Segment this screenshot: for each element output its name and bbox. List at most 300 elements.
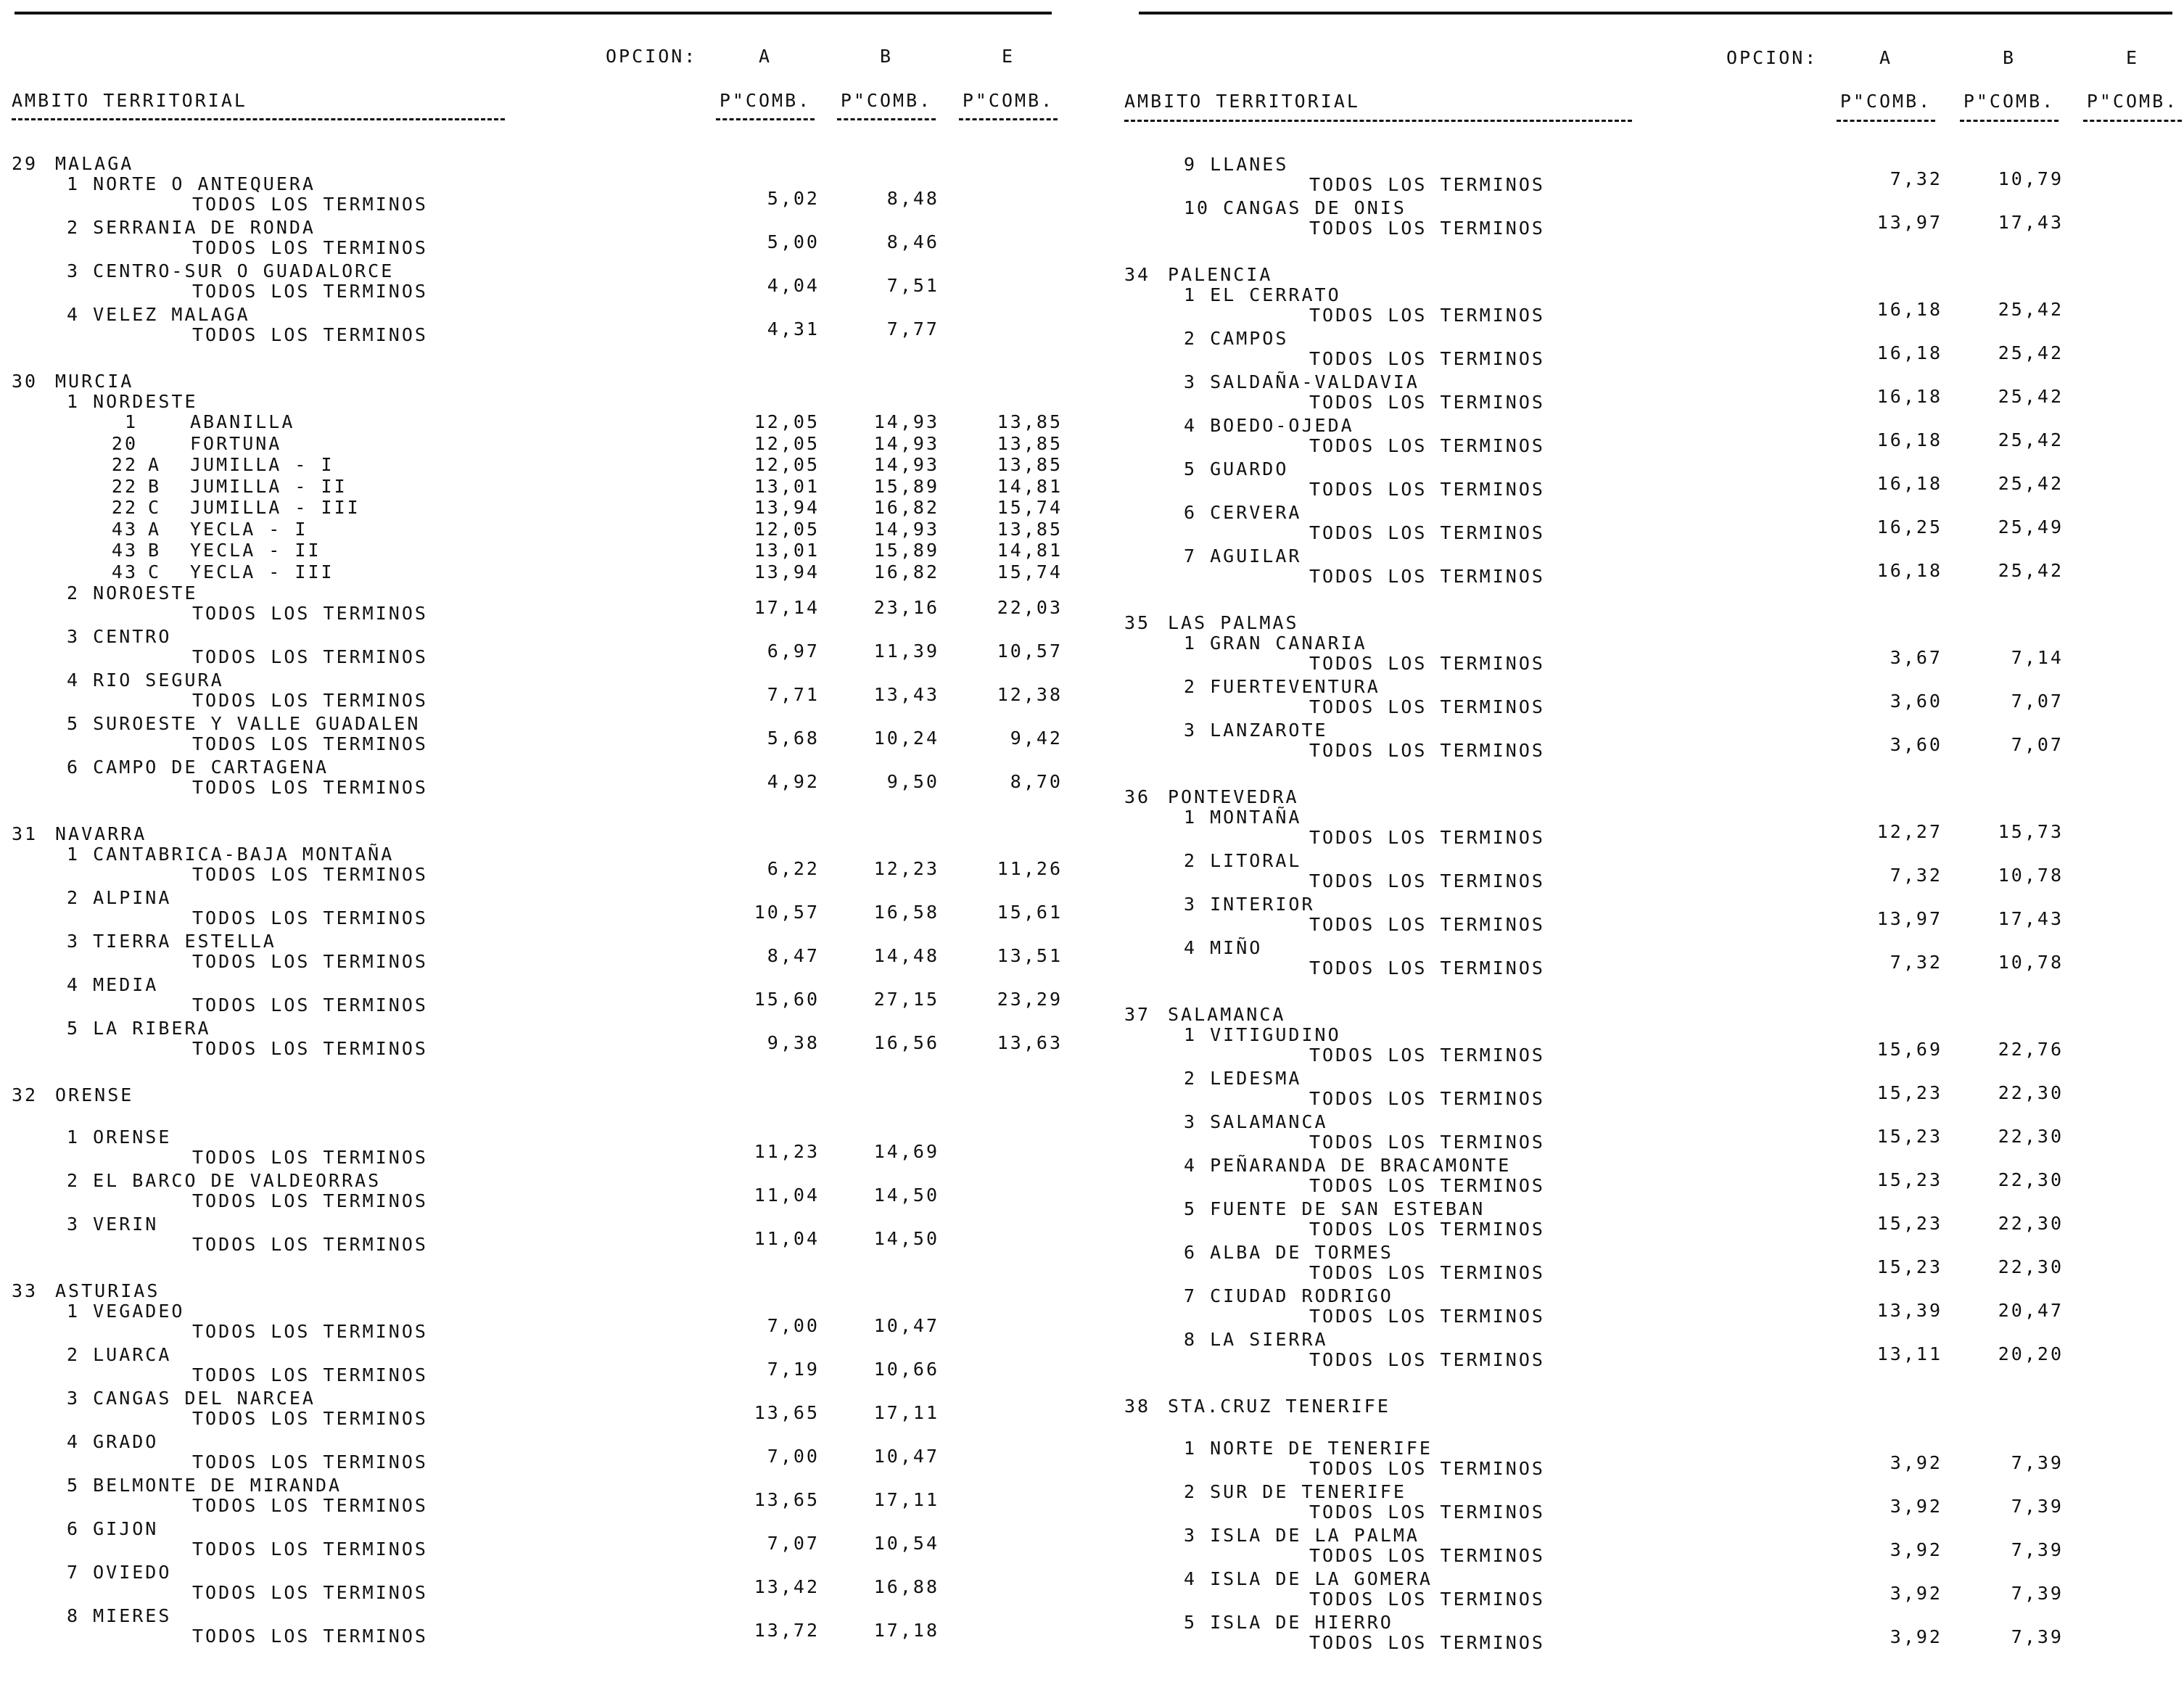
value-b: 7,39: [2011, 1583, 2064, 1604]
value-a: 12,05: [754, 432, 820, 454]
todos-los-terminos: TODOS LOS TERMINOS: [192, 1451, 428, 1473]
value-b: 25,42: [1998, 560, 2064, 581]
comarca-name: 7 OVIEDO: [67, 1562, 172, 1583]
province-number: 32: [12, 1084, 38, 1105]
comarca-name: 2 ALPINA: [67, 887, 172, 908]
value-b: 7,51: [886, 275, 939, 296]
municipio-name: YECLA - I: [190, 518, 308, 540]
comarca-name: 1 VITIGUDINO: [1184, 1024, 1341, 1045]
municipio-name: YECLA - III: [190, 561, 334, 582]
opcion-label: OPCION:: [606, 46, 698, 67]
value-b: 7,39: [2011, 1626, 2064, 1647]
value-a: 16,18: [1876, 473, 1942, 494]
value-a: 7,19: [767, 1359, 820, 1380]
comarca-name: 3 TIERRA ESTELLA: [67, 931, 276, 952]
value-b: 11,39: [873, 641, 939, 662]
value-a: 7,07: [767, 1533, 820, 1554]
comarca-name: 7 AGUILAR: [1184, 545, 1302, 567]
comarca-name: 1 VEGADEO: [67, 1301, 185, 1322]
comarca-name: 2 LEDESMA: [1184, 1068, 1302, 1089]
pcomb-header-e: P"COMB.: [962, 90, 1055, 111]
value-b: 13,43: [873, 684, 939, 705]
value-a: 16,18: [1876, 342, 1942, 363]
municipio-number: 22: [111, 454, 138, 475]
value-a: 4,04: [767, 275, 820, 296]
value-e: 13,85: [997, 411, 1063, 432]
province-number: 29: [12, 153, 38, 174]
comarca-name: 6 CAMPO DE CARTAGENA: [67, 757, 329, 778]
comarca-name: 4 MEDIA: [67, 974, 159, 995]
value-a: 15,23: [1876, 1213, 1942, 1234]
value-a: 7,00: [767, 1446, 820, 1467]
comarca-name: 5 LA RIBERA: [67, 1018, 211, 1039]
pcomb-header-a: P"COMB.: [1839, 91, 1932, 112]
value-a: 13,65: [754, 1489, 820, 1510]
value-b: 7,07: [2011, 734, 2064, 755]
value-b: 14,50: [873, 1185, 939, 1206]
value-b: 10,47: [873, 1315, 939, 1336]
todos-los-terminos: TODOS LOS TERMINOS: [192, 907, 428, 928]
value-e: 23,29: [997, 989, 1063, 1010]
value-a: 15,23: [1876, 1082, 1942, 1103]
comarca-name: 3 SALAMANCA: [1184, 1111, 1328, 1132]
todos-los-terminos: TODOS LOS TERMINOS: [192, 777, 428, 798]
comarca-name: 1 MONTAÑA: [1184, 807, 1302, 828]
value-b: 14,48: [873, 945, 939, 966]
value-b: 22,30: [1998, 1213, 2064, 1234]
value-b: 22,76: [1998, 1039, 2064, 1060]
value-a: 3,92: [1890, 1583, 1942, 1604]
municipio-number: 22: [111, 475, 138, 497]
value-e: 13,63: [997, 1032, 1063, 1053]
todos-los-terminos: TODOS LOS TERMINOS: [192, 690, 428, 711]
value-e: 14,81: [997, 540, 1063, 561]
value-b: 25,42: [1998, 386, 2064, 407]
todos-los-terminos: TODOS LOS TERMINOS: [1309, 740, 1545, 761]
value-b: 23,16: [873, 597, 939, 618]
comarca-name: 5 ISLA DE HIERRO: [1184, 1612, 1393, 1633]
value-a: 7,32: [1890, 865, 1942, 886]
value-a: 12,05: [754, 411, 820, 432]
column-underline: [837, 118, 936, 120]
province-name: STA.CRUZ TENERIFE: [1168, 1396, 1390, 1417]
todos-los-terminos: TODOS LOS TERMINOS: [192, 1321, 428, 1342]
left-page-column: [0, 0, 1081, 1701]
todos-los-terminos: TODOS LOS TERMINOS: [192, 1147, 428, 1168]
value-a: 5,02: [767, 188, 820, 209]
value-a: 11,23: [754, 1141, 820, 1162]
value-a: 15,23: [1876, 1256, 1942, 1277]
municipio-name: YECLA - II: [190, 540, 321, 561]
comarca-name: 7 CIUDAD RODRIGO: [1184, 1285, 1393, 1306]
comarca-name: 2 LITORAL: [1184, 850, 1302, 871]
value-e: 8,70: [1010, 771, 1063, 792]
municipio-name: JUMILLA - I: [190, 454, 334, 475]
todos-los-terminos: TODOS LOS TERMINOS: [192, 603, 428, 624]
value-b: 7,39: [2011, 1539, 2064, 1560]
comarca-name: 9 LLANES: [1184, 154, 1289, 175]
value-e: 11,26: [997, 858, 1063, 879]
value-a: 3,60: [1890, 734, 1942, 755]
province-number: 30: [12, 371, 38, 392]
todos-los-terminos: TODOS LOS TERMINOS: [1309, 435, 1545, 456]
value-a: 13,01: [754, 475, 820, 497]
comarca-name: 1 EL CERRATO: [1184, 284, 1341, 305]
comarca-name: 4 MIÑO: [1184, 937, 1263, 958]
todos-los-terminos: TODOS LOS TERMINOS: [1309, 174, 1545, 195]
value-e: 13,85: [997, 454, 1063, 475]
value-e: 15,74: [997, 561, 1063, 582]
comarca-name: 6 CERVERA: [1184, 502, 1302, 523]
value-b: 8,48: [886, 188, 939, 209]
comarca-name: 2 SERRANIA DE RONDA: [67, 217, 316, 238]
province-name: PALENCIA: [1168, 264, 1273, 285]
value-b: 22,30: [1998, 1082, 2064, 1103]
comarca-name: 2 FUERTEVENTURA: [1184, 676, 1380, 697]
todos-los-terminos: TODOS LOS TERMINOS: [1309, 392, 1545, 413]
municipio-subzone: C: [148, 561, 162, 582]
value-a: 7,71: [767, 684, 820, 705]
todos-los-terminos: TODOS LOS TERMINOS: [1309, 305, 1545, 326]
todos-los-terminos: TODOS LOS TERMINOS: [192, 237, 428, 258]
municipio-name: JUMILLA - III: [190, 497, 360, 518]
province-number: 31: [12, 823, 38, 844]
value-b: 15,89: [873, 475, 939, 497]
value-a: 11,04: [754, 1185, 820, 1206]
top-rule: [15, 12, 1052, 15]
comarca-name: 1 NORTE O ANTEQUERA: [67, 173, 316, 194]
todos-los-terminos: TODOS LOS TERMINOS: [1309, 1262, 1545, 1283]
comarca-name: 3 CENTRO: [67, 626, 172, 647]
municipio-name: ABANILLA: [190, 411, 295, 432]
comarca-name: 1 NORTE DE TENERIFE: [1184, 1438, 1433, 1459]
municipio-name: FORTUNA: [190, 432, 282, 454]
municipio-subzone: C: [148, 497, 162, 518]
comarca-name: 4 RIO SEGURA: [67, 670, 224, 691]
value-e: 9,42: [1010, 728, 1063, 749]
todos-los-terminos: TODOS LOS TERMINOS: [1309, 1306, 1545, 1327]
value-e: 14,81: [997, 475, 1063, 497]
comarca-name: 1 GRAN CANARIA: [1184, 633, 1367, 654]
value-a: 15,69: [1876, 1039, 1942, 1060]
value-a: 11,04: [754, 1228, 820, 1249]
comarca-name: 1 CANTABRICA-BAJA MONTAÑA: [67, 844, 395, 865]
todos-los-terminos: TODOS LOS TERMINOS: [1309, 957, 1545, 979]
todos-los-terminos: TODOS LOS TERMINOS: [1309, 522, 1545, 543]
province-name: NAVARRA: [55, 823, 147, 844]
todos-los-terminos: TODOS LOS TERMINOS: [192, 1364, 428, 1385]
todos-los-terminos: TODOS LOS TERMINOS: [1309, 1458, 1545, 1479]
comarca-name: 3 CENTRO-SUR O GUADALORCE: [67, 260, 395, 281]
option-b-label: B: [2002, 47, 2016, 68]
value-b: 17,11: [873, 1489, 939, 1510]
todos-los-terminos: TODOS LOS TERMINOS: [1309, 653, 1545, 674]
municipio-name: JUMILLA - II: [190, 475, 347, 497]
value-b: 25,42: [1998, 299, 2064, 320]
todos-los-terminos: TODOS LOS TERMINOS: [192, 1626, 428, 1647]
comarca-name: 3 CANGAS DEL NARCEA: [67, 1388, 316, 1409]
value-b: 7,07: [2011, 691, 2064, 712]
pcomb-header-e: P"COMB.: [2086, 91, 2179, 112]
value-a: 12,05: [754, 454, 820, 475]
value-b: 22,30: [1998, 1169, 2064, 1190]
value-a: 6,22: [767, 858, 820, 879]
todos-los-terminos: TODOS LOS TERMINOS: [1309, 1132, 1545, 1153]
value-a: 13,11: [1876, 1343, 1942, 1364]
value-b: 7,39: [2011, 1452, 2064, 1473]
column-underline: [1837, 120, 1935, 122]
value-a: 16,18: [1876, 429, 1942, 450]
province-number: 38: [1124, 1396, 1151, 1417]
value-a: 12,27: [1876, 821, 1942, 842]
comarca-name: 4 BOEDO-OJEDA: [1184, 415, 1354, 436]
value-a: 3,92: [1890, 1539, 1942, 1560]
todos-los-terminos: TODOS LOS TERMINOS: [192, 1539, 428, 1560]
value-a: 3,67: [1890, 647, 1942, 668]
value-b: 20,47: [1998, 1300, 2064, 1321]
option-e-label: E: [1001, 46, 1015, 67]
value-a: 8,47: [767, 945, 820, 966]
todos-los-terminos: TODOS LOS TERMINOS: [1309, 1589, 1545, 1610]
todos-los-terminos: TODOS LOS TERMINOS: [192, 1190, 428, 1211]
ambito-territorial-heading: AMBITO TERRITORIAL: [1124, 91, 1360, 112]
todos-los-terminos: TODOS LOS TERMINOS: [192, 324, 428, 345]
pcomb-header-b: P"COMB.: [840, 90, 933, 111]
province-number: 37: [1124, 1004, 1151, 1025]
value-a: 13,39: [1876, 1300, 1942, 1321]
todos-los-terminos: TODOS LOS TERMINOS: [1309, 1545, 1545, 1566]
comarca-name: 4 PEÑARANDA DE BRACAMONTE: [1184, 1155, 1512, 1176]
value-a: 4,92: [767, 771, 820, 792]
value-b: 17,18: [873, 1620, 939, 1641]
pcomb-header-b: P"COMB.: [1963, 91, 2056, 112]
value-a: 5,00: [767, 231, 820, 252]
province-name: MALAGA: [55, 153, 134, 174]
province-name: ORENSE: [55, 1084, 134, 1105]
value-b: 14,93: [873, 411, 939, 432]
todos-los-terminos: TODOS LOS TERMINOS: [1309, 1175, 1545, 1196]
value-b: 10,78: [1998, 865, 2064, 886]
todos-los-terminos: TODOS LOS TERMINOS: [1309, 1349, 1545, 1370]
comarca-name: 6 ALBA DE TORMES: [1184, 1242, 1393, 1263]
value-b: 25,42: [1998, 473, 2064, 494]
todos-los-terminos: TODOS LOS TERMINOS: [192, 951, 428, 972]
option-b-label: B: [879, 46, 894, 67]
value-b: 25,42: [1998, 429, 2064, 450]
province-number: 33: [12, 1280, 38, 1301]
comarca-name: 3 LANZAROTE: [1184, 720, 1328, 741]
value-a: 6,97: [767, 641, 820, 662]
value-b: 14,50: [873, 1228, 939, 1249]
value-b: 9,50: [886, 771, 939, 792]
value-b: 17,43: [1998, 908, 2064, 929]
comarca-name: 4 VELEZ MALAGA: [67, 304, 250, 325]
value-e: 13,51: [997, 945, 1063, 966]
value-b: 16,58: [873, 902, 939, 923]
value-a: 13,97: [1876, 212, 1942, 233]
value-a: 17,14: [754, 597, 820, 618]
value-b: 10,24: [873, 728, 939, 749]
value-b: 25,42: [1998, 342, 2064, 363]
column-underline: [716, 118, 815, 120]
value-b: 17,43: [1998, 212, 2064, 233]
value-e: 12,38: [997, 684, 1063, 705]
comarca-name: 3 INTERIOR: [1184, 894, 1315, 915]
comarca-name: 5 BELMONTE DE MIRANDA: [67, 1475, 342, 1496]
comarca-name: 1 NORDESTE: [67, 391, 198, 412]
comarca-name: 5 SUROESTE Y VALLE GUADALEN: [67, 713, 421, 734]
comarca-name: 2 NOROESTE: [67, 582, 198, 604]
column-underline: [2083, 120, 2182, 122]
municipio-subzone: B: [148, 540, 162, 561]
value-a: 7,00: [767, 1315, 820, 1336]
province-name: MURCIA: [55, 371, 134, 392]
value-a: 15,23: [1876, 1169, 1942, 1190]
value-a: 15,60: [754, 989, 820, 1010]
value-e: 15,74: [997, 497, 1063, 518]
municipio-number: 43: [111, 518, 138, 540]
value-a: 9,38: [767, 1032, 820, 1053]
value-a: 3,92: [1890, 1452, 1942, 1473]
top-rule: [1139, 12, 2172, 15]
todos-los-terminos: TODOS LOS TERMINOS: [1309, 218, 1545, 239]
value-b: 20,20: [1998, 1343, 2064, 1364]
municipio-subzone: B: [148, 475, 162, 497]
value-b: 14,93: [873, 454, 939, 475]
todos-los-terminos: TODOS LOS TERMINOS: [1309, 1219, 1545, 1240]
option-a-label: A: [758, 46, 772, 67]
value-b: 15,73: [1998, 821, 2064, 842]
comarca-name: 4 GRADO: [67, 1431, 159, 1452]
value-a: 3,92: [1890, 1496, 1942, 1517]
value-b: 10,47: [873, 1446, 939, 1467]
comarca-name: 2 LUARCA: [67, 1344, 172, 1365]
todos-los-terminos: TODOS LOS TERMINOS: [1309, 479, 1545, 500]
province-number: 36: [1124, 786, 1151, 807]
value-a: 3,92: [1890, 1626, 1942, 1647]
value-b: 16,82: [873, 561, 939, 582]
todos-los-terminos: TODOS LOS TERMINOS: [1309, 914, 1545, 935]
value-b: 25,49: [1998, 516, 2064, 538]
value-e: 15,61: [997, 902, 1063, 923]
value-a: 16,18: [1876, 560, 1942, 581]
pcomb-header-a: P"COMB.: [719, 90, 812, 111]
value-b: 10,66: [873, 1359, 939, 1380]
value-a: 16,25: [1876, 516, 1942, 538]
value-e: 10,57: [997, 641, 1063, 662]
value-a: 16,18: [1876, 386, 1942, 407]
value-a: 13,42: [754, 1576, 820, 1597]
municipio-number: 43: [111, 561, 138, 582]
comarca-name: 10 CANGAS DE ONIS: [1184, 197, 1406, 218]
option-e-label: E: [2125, 47, 2140, 68]
value-a: 13,72: [754, 1620, 820, 1641]
comarca-name: 4 ISLA DE LA GOMERA: [1184, 1568, 1433, 1589]
right-page-column: [1117, 0, 2184, 1701]
value-b: 14,93: [873, 432, 939, 454]
value-b: 16,56: [873, 1032, 939, 1053]
province-number: 34: [1124, 264, 1151, 285]
todos-los-terminos: TODOS LOS TERMINOS: [192, 1408, 428, 1429]
value-a: 7,32: [1890, 952, 1942, 973]
value-a: 10,57: [754, 902, 820, 923]
comarca-name: 2 CAMPOS: [1184, 328, 1289, 349]
value-a: 16,18: [1876, 299, 1942, 320]
municipio-number: 22: [111, 497, 138, 518]
comarca-name: 3 ISLA DE LA PALMA: [1184, 1525, 1419, 1546]
todos-los-terminos: TODOS LOS TERMINOS: [1309, 1088, 1545, 1109]
comarca-name: 1 ORENSE: [67, 1127, 172, 1148]
value-b: 22,30: [1998, 1256, 2064, 1277]
todos-los-terminos: TODOS LOS TERMINOS: [1309, 1502, 1545, 1523]
value-a: 13,94: [754, 561, 820, 582]
ambito-underline: [1124, 120, 1632, 122]
todos-los-terminos: TODOS LOS TERMINOS: [192, 1495, 428, 1516]
municipio-number: 20: [111, 432, 138, 454]
value-b: 7,14: [2011, 647, 2064, 668]
municipio-number: 1: [124, 411, 138, 432]
value-a: 13,65: [754, 1402, 820, 1423]
municipio-subzone: A: [148, 518, 162, 540]
value-b: 7,77: [886, 318, 939, 339]
todos-los-terminos: TODOS LOS TERMINOS: [192, 1038, 428, 1059]
comarca-name: 8 LA SIERRA: [1184, 1329, 1328, 1350]
province-name: SALAMANCA: [1168, 1004, 1286, 1025]
value-b: 22,30: [1998, 1126, 2064, 1147]
comarca-name: 5 FUENTE DE SAN ESTEBAN: [1184, 1198, 1485, 1219]
value-b: 16,82: [873, 497, 939, 518]
ambito-territorial-heading: AMBITO TERRITORIAL: [12, 90, 247, 111]
comarca-name: 3 SALDAÑA-VALDAVIA: [1184, 371, 1419, 392]
value-b: 10,54: [873, 1533, 939, 1554]
value-a: 13,94: [754, 497, 820, 518]
value-a: 15,23: [1876, 1126, 1942, 1147]
todos-los-terminos: TODOS LOS TERMINOS: [192, 733, 428, 754]
value-a: 13,01: [754, 540, 820, 561]
ambito-underline: [12, 118, 505, 120]
todos-los-terminos: TODOS LOS TERMINOS: [1309, 566, 1545, 587]
value-b: 7,39: [2011, 1496, 2064, 1517]
todos-los-terminos: TODOS LOS TERMINOS: [192, 646, 428, 667]
column-underline: [959, 118, 1058, 120]
value-a: 3,60: [1890, 691, 1942, 712]
province-name: PONTEVEDRA: [1168, 786, 1299, 807]
value-b: 10,78: [1998, 952, 2064, 973]
comarca-name: 2 EL BARCO DE VALDEORRAS: [67, 1170, 382, 1191]
value-b: 27,15: [873, 989, 939, 1010]
province-name: ASTURIAS: [55, 1280, 160, 1301]
value-b: 16,88: [873, 1576, 939, 1597]
todos-los-terminos: TODOS LOS TERMINOS: [192, 1234, 428, 1255]
value-b: 15,89: [873, 540, 939, 561]
todos-los-terminos: TODOS LOS TERMINOS: [192, 194, 428, 215]
value-a: 12,05: [754, 518, 820, 540]
todos-los-terminos: TODOS LOS TERMINOS: [1309, 1045, 1545, 1066]
todos-los-terminos: TODOS LOS TERMINOS: [192, 864, 428, 885]
comarca-name: 2 SUR DE TENERIFE: [1184, 1481, 1406, 1502]
todos-los-terminos: TODOS LOS TERMINOS: [1309, 870, 1545, 891]
todos-los-terminos: TODOS LOS TERMINOS: [192, 994, 428, 1016]
municipio-number: 43: [111, 540, 138, 561]
todos-los-terminos: TODOS LOS TERMINOS: [1309, 827, 1545, 848]
opcion-label: OPCION:: [1726, 47, 1818, 68]
option-a-label: A: [1879, 47, 1893, 68]
value-e: 22,03: [997, 597, 1063, 618]
todos-los-terminos: TODOS LOS TERMINOS: [1309, 1632, 1545, 1653]
comarca-name: 6 GIJON: [67, 1518, 159, 1539]
value-a: 7,32: [1890, 168, 1942, 189]
value-b: 17,11: [873, 1402, 939, 1423]
